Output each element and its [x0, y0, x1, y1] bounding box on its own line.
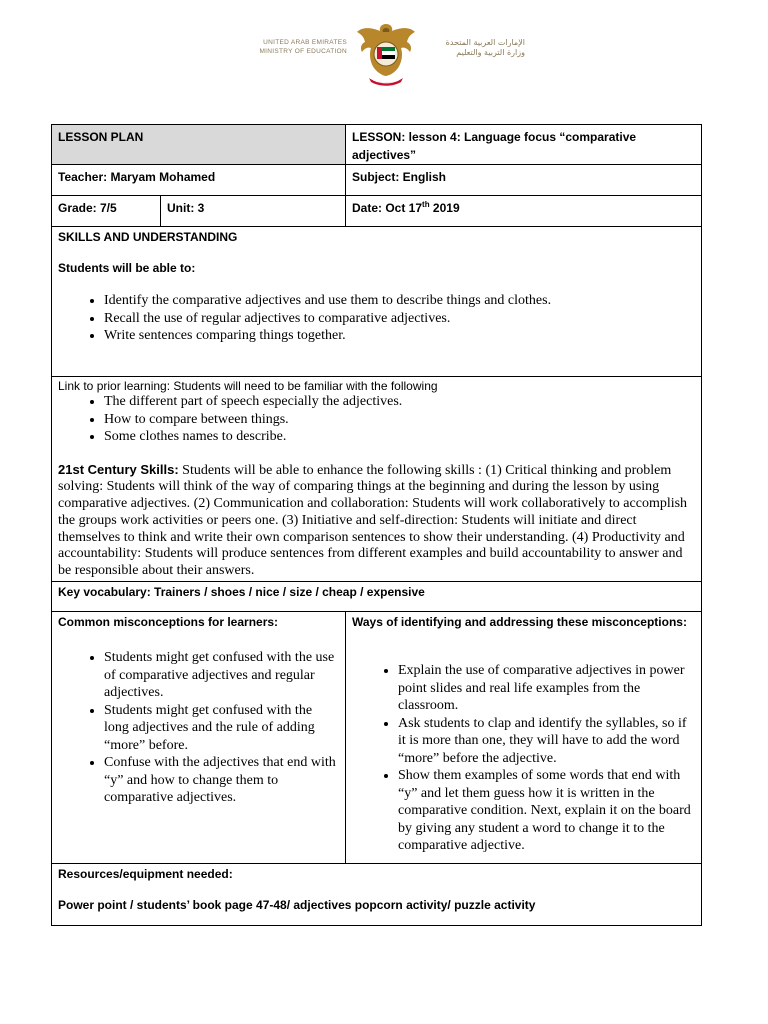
century-skills-label: 21st Century Skills: — [58, 461, 179, 477]
resources-cell — [52, 864, 702, 926]
vocabulary-cell — [52, 582, 702, 612]
row-resources — [52, 864, 702, 926]
grade: Grade: 7/5 — [58, 201, 117, 215]
row-misconceptions — [52, 612, 702, 864]
list-item: • Ask students to clap and identify the syllables, so if it is more than one, they will have to add the word “more” before the adjective. — [398, 715, 695, 768]
subject-cell — [346, 165, 702, 196]
uae-emblem-icon — [355, 18, 417, 88]
addressing-cell — [346, 612, 702, 864]
unit: Unit: 3 — [167, 201, 205, 215]
date-cell — [346, 196, 702, 227]
ministry-en-line1: UNITED ARAB EMIRATES — [263, 39, 347, 46]
ministry-ar-line2: وزارة التربية والتعليم — [456, 48, 525, 57]
teacher-name: Teacher: Maryam Mohamed — [58, 170, 216, 184]
key-vocabulary: Key vocabulary: Trainers / shoes / nice / size / cheap / expensive — [58, 585, 425, 599]
skills-list — [58, 292, 695, 345]
list-item: • The different part of speech especially the adjectives. — [104, 393, 695, 411]
ministry-en-line2: MINISTRY OF EDUCATION — [259, 48, 347, 55]
skills-intro: Students will be able to: — [58, 261, 196, 275]
teacher-cell — [52, 165, 346, 196]
row-skills — [52, 227, 702, 377]
list-item: • Students might get confused with the use of comparative adjectives and regular adjectives. — [104, 649, 339, 702]
ministry-ar-line1: الإمارات العربية المتحدة — [445, 38, 525, 47]
prior-learning-list — [58, 393, 695, 446]
prior-learning-cell — [52, 377, 702, 582]
row-teacher — [52, 165, 702, 196]
lesson-plan-table — [51, 124, 702, 926]
list-item: • Explain the use of comparative adjectives in power point slides and real life examples from the classroom. — [398, 662, 695, 715]
misconceptions-list — [58, 649, 339, 807]
list-item: • Confuse with the adjectives that end with “y” and how to change them to comparative adjectives. — [104, 754, 339, 807]
list-item: • Show them examples of some words that end with “y” and let them guess how it is written in the comparative condition. Next, explain it on the board by giving any student a word to change it to the comparative adjective. — [398, 767, 695, 855]
lesson-title: LESSON: lesson 4: Language focus “comparative adjectives” — [352, 130, 637, 162]
unit-cell — [161, 196, 346, 227]
resources-heading: Resources/equipment needed: — [58, 867, 233, 881]
date-suffix: 2019 — [429, 201, 460, 215]
list-item: • Recall the use of regular adjectives to comparative adjectives. — [104, 310, 695, 328]
date-superscript: th — [422, 200, 430, 209]
skills-heading: SKILLS AND UNDERSTANDING — [58, 230, 238, 244]
lesson-title-cell — [346, 125, 702, 165]
prior-learning-label: Link to prior learning: Students will need to be familiar with the following — [58, 379, 438, 393]
ministry-name-arabic — [425, 38, 525, 58]
list-item: • Write sentences comparing things together. — [104, 327, 695, 345]
date-prefix: Date: Oct 17 — [352, 201, 423, 215]
document-header — [0, 18, 768, 98]
date — [352, 201, 460, 215]
ministry-name-english — [247, 38, 347, 56]
row-lesson — [52, 125, 702, 165]
misconceptions-cell — [52, 612, 346, 864]
list-item: • How to compare between things. — [104, 411, 695, 429]
list-item: • Students might get confused with the long adjectives and the rule of adding “more” before. — [104, 702, 339, 755]
subject: Subject: English — [352, 170, 447, 184]
row-grade — [52, 196, 702, 227]
century-skills-paragraph — [58, 462, 695, 581]
skills-cell — [52, 227, 702, 377]
lesson-plan-label: LESSON PLAN — [58, 130, 144, 144]
century-skills-text: Students will be able to enhance the following skills : (1) Critical thinking and problem solving: Students will think of the way of comparing things at the beginning and during the lesson by using comparative adjectives. (2) Communication and collaboration: Students will work collaboratively to accomplish the groups work activities or peers one. (3) Initiative and self-direction: Students will initiate and direct themselves to think and write their own comparison sentences to show their understanding. (4) Productivity and accountability: Students will produce sentences from different examples and build accountability to answer and be responsible about their answers. — [58, 462, 688, 579]
addressing-heading: Ways of identifying and addressing these misconceptions: — [352, 615, 687, 629]
list-item: • Some clothes names to describe. — [104, 428, 695, 446]
misconceptions-heading: Common misconceptions for learners: — [58, 615, 279, 629]
addressing-list — [352, 662, 695, 855]
row-vocabulary — [52, 582, 702, 612]
lesson-plan-cell — [52, 125, 346, 165]
list-item: • Identify the comparative adjectives and use them to describe things and clothes. — [104, 292, 695, 310]
grade-cell — [52, 196, 161, 227]
row-prior-learning — [52, 377, 702, 582]
resources-text: Power point / students’ book page 47-48/ adjectives popcorn activity/ puzzle activity — [58, 898, 536, 912]
